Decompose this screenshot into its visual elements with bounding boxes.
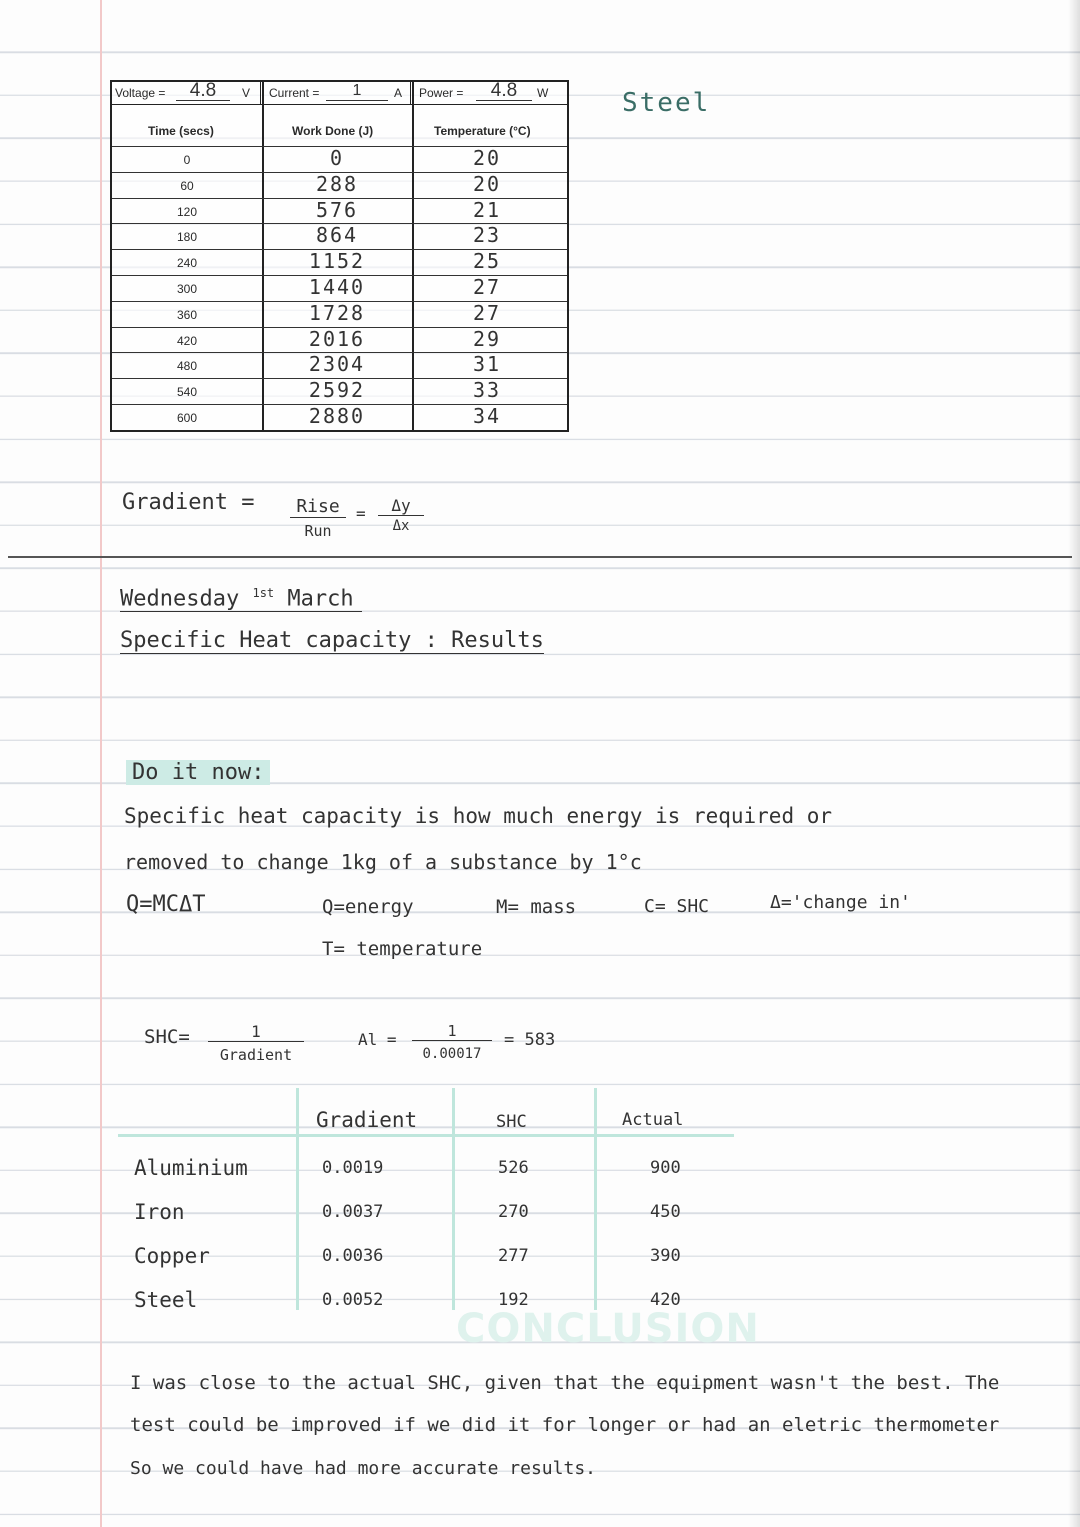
table-divider bbox=[260, 82, 261, 104]
shc-equation: Q=MCΔT bbox=[126, 892, 206, 917]
temperature-cell: 33 bbox=[472, 378, 502, 403]
col-header-time: Time (secs) bbox=[148, 124, 214, 138]
time-cell: 120 bbox=[176, 204, 198, 219]
material-label: Steel bbox=[622, 88, 711, 118]
date-day: Wednesday bbox=[120, 586, 240, 612]
gradient-rise: Rise bbox=[290, 496, 346, 518]
data-table bbox=[110, 80, 569, 432]
results-actual-cell: 420 bbox=[650, 1290, 681, 1310]
al-formula-lhs: Al = bbox=[358, 1030, 397, 1049]
shc-formula-denominator: Gradient bbox=[219, 1046, 293, 1064]
time-cell: 360 bbox=[176, 307, 198, 322]
temperature-cell: 27 bbox=[472, 275, 502, 299]
page-title: Specific Heat capacity : Results bbox=[120, 628, 544, 653]
results-gradient-cell: 0.0052 bbox=[322, 1290, 384, 1310]
page-edge-shadow bbox=[1068, 0, 1080, 1527]
grid-line bbox=[594, 1088, 597, 1310]
time-cell: 480 bbox=[176, 359, 198, 374]
results-gradient-cell: 0.0037 bbox=[322, 1202, 384, 1222]
m-definition: M= mass bbox=[496, 896, 577, 918]
work-done-cell: 1152 bbox=[308, 249, 366, 274]
results-gradient-cell: 0.0019 bbox=[322, 1158, 384, 1178]
power-label: Power = bbox=[419, 86, 464, 100]
temperature-cell: 34 bbox=[472, 404, 502, 428]
grid-line bbox=[452, 1088, 455, 1310]
conclusion-line-3: So we could have had more accurate results. bbox=[130, 1458, 596, 1479]
results-header-gradient: Gradient bbox=[316, 1108, 418, 1132]
current-label: Current = bbox=[269, 86, 320, 100]
current-value: 1 bbox=[326, 82, 388, 101]
al-formula-numerator: 1 bbox=[412, 1022, 492, 1041]
temperature-cell: 29 bbox=[472, 326, 502, 351]
time-cell: 0 bbox=[183, 153, 191, 167]
time-cell: 600 bbox=[176, 411, 198, 425]
power-unit: W bbox=[537, 86, 549, 100]
date-ordinal: 1st bbox=[252, 586, 275, 600]
work-done-cell: 288 bbox=[315, 171, 359, 196]
table-divider bbox=[410, 82, 411, 104]
col-header-temp: Temperature (°C) bbox=[434, 124, 531, 138]
conclusion-heading: CONCLUSION bbox=[456, 1306, 760, 1352]
results-shc-cell: 277 bbox=[498, 1246, 529, 1266]
grid-line bbox=[296, 1088, 299, 1310]
col-header-work: Work Done (J) bbox=[292, 124, 374, 138]
definition-line-2: removed to change 1kg of a substance by 1°c bbox=[124, 850, 642, 874]
time-cell: 420 bbox=[176, 333, 198, 348]
temperature-cell: 20 bbox=[472, 146, 502, 170]
results-shc-cell: 192 bbox=[498, 1290, 529, 1310]
gradient-eq: = bbox=[356, 504, 366, 523]
delta-definition: Δ='change in' bbox=[770, 892, 911, 913]
t-definition: T= temperature bbox=[322, 938, 483, 960]
gradient-lhs: Gradient = bbox=[122, 490, 255, 515]
voltage-unit: V bbox=[242, 86, 251, 100]
work-done-cell: 1440 bbox=[308, 275, 366, 299]
margin-line bbox=[100, 0, 102, 1527]
c-definition: C= SHC bbox=[644, 896, 710, 917]
al-formula-denominator: 0.00017 bbox=[422, 1046, 482, 1062]
definition-line-1: Specific heat capacity is how much energy is required or bbox=[124, 804, 833, 828]
results-shc-cell: 526 bbox=[498, 1158, 529, 1178]
work-done-cell: 2880 bbox=[308, 404, 366, 428]
time-cell: 540 bbox=[176, 385, 198, 400]
date-line bbox=[120, 586, 362, 612]
temperature-cell: 20 bbox=[472, 171, 502, 196]
time-cell: 240 bbox=[176, 256, 198, 271]
temperature-cell: 25 bbox=[472, 249, 502, 274]
grid-line bbox=[118, 1134, 734, 1137]
do-it-now-heading: Do it now: bbox=[126, 760, 270, 785]
current-unit: A bbox=[394, 86, 403, 100]
shc-formula-lhs: SHC= bbox=[144, 1026, 190, 1048]
temperature-cell: 31 bbox=[472, 352, 502, 377]
temperature-cell: 27 bbox=[472, 300, 502, 325]
conclusion-line-1: I was close to the actual SHC, given that the equipment wasn't the best. The bbox=[130, 1372, 1000, 1394]
al-formula-result: = 583 bbox=[504, 1030, 556, 1050]
results-material-cell: Copper bbox=[134, 1244, 210, 1268]
q-definition: Q=energy bbox=[322, 896, 414, 918]
work-done-cell: 2592 bbox=[308, 378, 366, 403]
results-actual-cell: 450 bbox=[650, 1202, 681, 1222]
work-done-cell: 2304 bbox=[308, 352, 366, 377]
gradient-dy: Δy bbox=[378, 496, 424, 516]
results-gradient-cell: 0.0036 bbox=[322, 1246, 384, 1266]
time-cell: 180 bbox=[176, 230, 198, 245]
results-actual-cell: 390 bbox=[650, 1246, 681, 1266]
results-shc-cell: 270 bbox=[498, 1202, 529, 1222]
power-value: 4.8 bbox=[476, 82, 532, 101]
results-material-cell: Steel bbox=[134, 1288, 198, 1312]
conclusion-line-2: test could be improved if we did it for longer or had an eletric thermometer bbox=[130, 1414, 1000, 1436]
gradient-run: Run bbox=[304, 522, 332, 540]
temperature-cell: 23 bbox=[472, 223, 502, 248]
work-done-cell: 576 bbox=[315, 197, 359, 222]
table-header-row bbox=[112, 82, 567, 105]
results-header-shc: SHC bbox=[496, 1112, 527, 1132]
results-header-actual: Actual bbox=[622, 1110, 684, 1130]
work-done-cell: 0 bbox=[329, 146, 345, 170]
time-cell: 300 bbox=[176, 282, 198, 296]
work-done-cell: 864 bbox=[315, 223, 359, 248]
results-material-cell: Aluminium bbox=[134, 1156, 248, 1180]
voltage-value: 4.8 bbox=[176, 82, 230, 101]
results-material-cell: Iron bbox=[134, 1200, 185, 1224]
results-actual-cell: 900 bbox=[650, 1158, 681, 1178]
temperature-cell: 21 bbox=[472, 197, 502, 222]
gradient-dx: Δx bbox=[392, 518, 410, 534]
time-cell: 60 bbox=[180, 178, 194, 193]
work-done-cell: 1728 bbox=[308, 300, 366, 325]
voltage-label: Voltage = bbox=[115, 86, 166, 100]
shc-formula-numerator: 1 bbox=[208, 1022, 304, 1042]
date-month: March bbox=[287, 586, 354, 612]
work-done-cell: 2016 bbox=[308, 326, 366, 351]
section-divider bbox=[8, 556, 1072, 558]
